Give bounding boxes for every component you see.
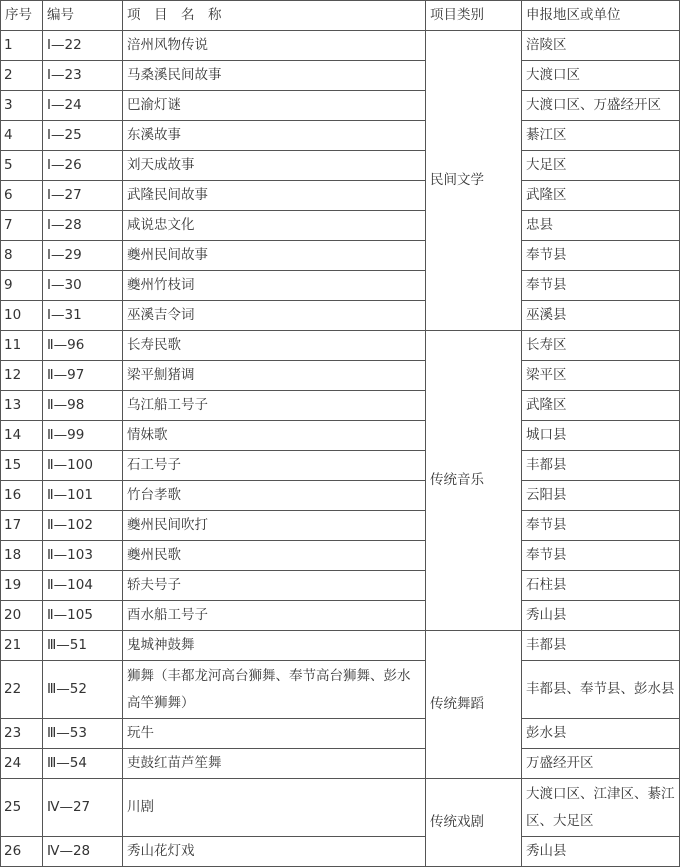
cell-name: 武隆民间故事 [123,181,426,211]
cell-region: 石柱县 [522,571,680,601]
cell-code: Ⅰ—26 [43,151,123,181]
cell-code: Ⅱ—102 [43,511,123,541]
cell-code: Ⅰ—25 [43,121,123,151]
cell-seq: 2 [1,61,43,91]
cell-region: 大足区 [522,151,680,181]
cell-name: 涪州风物传说 [123,31,426,61]
cell-region: 丰都县 [522,631,680,661]
cell-category: 传统戏剧 [426,779,522,867]
cell-seq: 24 [1,749,43,779]
cell-region: 丰都县、奉节县、彭水县 [522,661,680,719]
cell-code: Ⅱ—104 [43,571,123,601]
cell-seq: 7 [1,211,43,241]
table-row [1,91,680,121]
cell-code: Ⅱ—99 [43,421,123,451]
cell-seq: 23 [1,719,43,749]
cell-name: 巴渝灯谜 [123,91,426,121]
cell-code: Ⅰ—27 [43,181,123,211]
header-region: 申报地区或单位 [522,1,680,31]
cell-region: 奉节县 [522,271,680,301]
cell-name: 吏鼓红苗芦笙舞 [123,749,426,779]
cell-name: 夔州民间故事 [123,241,426,271]
cell-name: 情妹歌 [123,421,426,451]
cell-seq: 21 [1,631,43,661]
cell-name: 酉水船工号子 [123,601,426,631]
cell-code: Ⅱ—98 [43,391,123,421]
table-row [1,719,680,749]
cell-code: Ⅰ—28 [43,211,123,241]
cell-seq: 22 [1,661,43,719]
cell-code: Ⅱ—105 [43,601,123,631]
cell-code: Ⅱ—100 [43,451,123,481]
table-row [1,121,680,151]
table-row [1,779,680,837]
cell-region: 万盛经开区 [522,749,680,779]
cell-name: 玩牛 [123,719,426,749]
table-row [1,451,680,481]
cell-region: 秀山县 [522,837,680,867]
cell-seq: 19 [1,571,43,601]
cell-name: 刘天成故事 [123,151,426,181]
table-row [1,601,680,631]
cell-code: Ⅰ—29 [43,241,123,271]
table-header-row [1,1,680,31]
cell-code: Ⅳ—28 [43,837,123,867]
table-row [1,301,680,331]
header-name: 项 目 名 称 [123,1,426,31]
cell-region: 奉节县 [522,541,680,571]
cell-region: 秀山县 [522,601,680,631]
cell-region: 丰都县 [522,451,680,481]
table-body [1,31,680,867]
table-row [1,571,680,601]
cell-name: 夔州民歌 [123,541,426,571]
cell-code: Ⅱ—96 [43,331,123,361]
cell-category: 传统舞蹈 [426,631,522,779]
table-row [1,837,680,867]
table-row [1,211,680,241]
cell-region: 忠县 [522,211,680,241]
table-row [1,241,680,271]
table-row [1,391,680,421]
cell-code: Ⅱ—97 [43,361,123,391]
cell-region: 大渡口区、江津区、綦江区、大足区 [522,779,680,837]
cell-code: Ⅰ—22 [43,31,123,61]
cell-name: 梁平劁猪调 [123,361,426,391]
table-row [1,749,680,779]
cell-region: 巫溪县 [522,301,680,331]
cell-seq: 20 [1,601,43,631]
cell-seq: 17 [1,511,43,541]
cell-seq: 16 [1,481,43,511]
table-row [1,181,680,211]
cell-code: Ⅳ—27 [43,779,123,837]
cell-region: 大渡口区 [522,61,680,91]
table-row [1,421,680,451]
cell-name: 夔州民间吹打 [123,511,426,541]
cell-region: 云阳县 [522,481,680,511]
cell-seq: 10 [1,301,43,331]
cell-name: 乌江船工号子 [123,391,426,421]
cell-name: 咸说忠文化 [123,211,426,241]
cell-seq: 13 [1,391,43,421]
cell-seq: 4 [1,121,43,151]
table-row [1,31,680,61]
header-category: 项目类别 [426,1,522,31]
cell-code: Ⅲ—54 [43,749,123,779]
cell-code: Ⅱ—103 [43,541,123,571]
cell-seq: 26 [1,837,43,867]
cell-code: Ⅲ—51 [43,631,123,661]
cell-region: 大渡口区、万盛经开区 [522,91,680,121]
cell-seq: 25 [1,779,43,837]
cell-seq: 12 [1,361,43,391]
cell-name: 鬼城神鼓舞 [123,631,426,661]
cell-name: 夔州竹枝词 [123,271,426,301]
table-row [1,331,680,361]
table-row [1,541,680,571]
table-row [1,631,680,661]
cell-seq: 15 [1,451,43,481]
cell-name: 石工号子 [123,451,426,481]
cell-name: 长寿民歌 [123,331,426,361]
header-code: 编号 [43,1,123,31]
cell-seq: 5 [1,151,43,181]
table-row [1,511,680,541]
cell-seq: 1 [1,31,43,61]
table-row [1,271,680,301]
cell-seq: 11 [1,331,43,361]
cell-seq: 9 [1,271,43,301]
cell-name: 马桑溪民间故事 [123,61,426,91]
cell-region: 涪陵区 [522,31,680,61]
cell-name: 川剧 [123,779,426,837]
cell-region: 城口县 [522,421,680,451]
cell-seq: 14 [1,421,43,451]
table-row [1,361,680,391]
cell-seq: 18 [1,541,43,571]
cell-seq: 6 [1,181,43,211]
cell-code: Ⅰ—30 [43,271,123,301]
cell-name: 竹台孝歌 [123,481,426,511]
table-row [1,661,680,719]
cell-name: 轿夫号子 [123,571,426,601]
cell-category: 民间文学 [426,31,522,331]
cell-region: 奉节县 [522,241,680,271]
cell-region: 长寿区 [522,331,680,361]
cell-name: 东溪故事 [123,121,426,151]
cell-category: 传统音乐 [426,331,522,631]
cell-code: Ⅰ—31 [43,301,123,331]
table-row [1,481,680,511]
cell-region: 梁平区 [522,361,680,391]
cell-region: 綦江区 [522,121,680,151]
cell-code: Ⅲ—53 [43,719,123,749]
cell-name: 狮舞（丰都龙河高台狮舞、奉节高台狮舞、彭水高竿狮舞） [123,661,426,719]
header-seq: 序号 [1,1,43,31]
cell-region: 奉节县 [522,511,680,541]
cell-region: 武隆区 [522,181,680,211]
cell-name: 秀山花灯戏 [123,837,426,867]
cell-name: 巫溪吉令词 [123,301,426,331]
cell-code: Ⅰ—24 [43,91,123,121]
table-row [1,151,680,181]
cell-seq: 8 [1,241,43,271]
cell-code: Ⅰ—23 [43,61,123,91]
table-row [1,61,680,91]
cell-region: 武隆区 [522,391,680,421]
cell-seq: 3 [1,91,43,121]
cell-region: 彭水县 [522,719,680,749]
cell-code: Ⅱ—101 [43,481,123,511]
cell-code: Ⅲ—52 [43,661,123,719]
